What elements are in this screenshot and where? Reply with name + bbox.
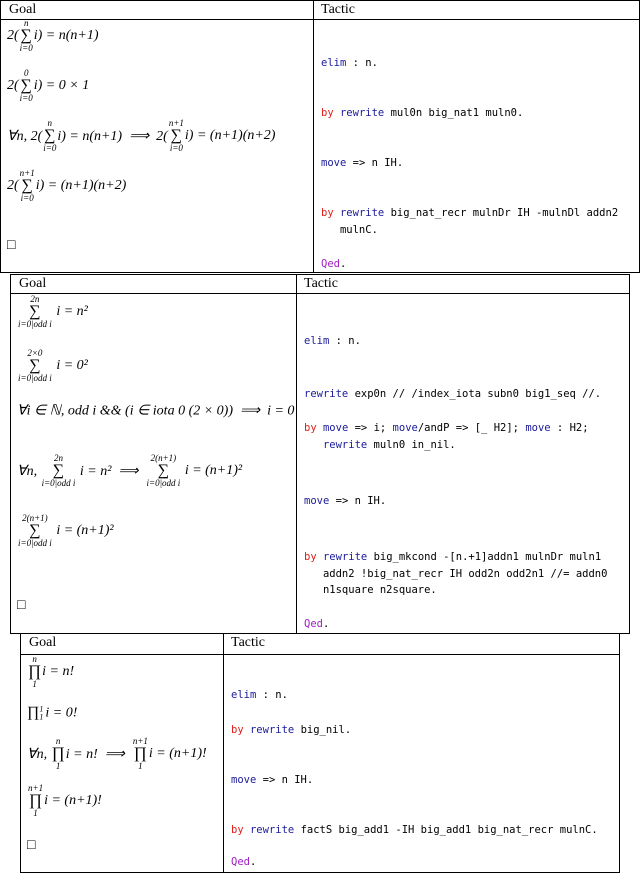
sum-operator <box>169 119 184 153</box>
formula-text: □ <box>27 838 36 853</box>
tactic-argument: exp0n // /index_iota subn0 big1_seq //. <box>348 388 602 400</box>
goal-formula <box>17 295 88 329</box>
operator-symbol: ∏ <box>28 663 42 680</box>
goal-formula <box>27 784 102 818</box>
tactic-argument: big_nat_recr mulnDr IH -mulnDl addn2 <box>384 207 619 219</box>
goal-formula <box>17 349 88 383</box>
goal-column-header: Goal <box>9 2 37 17</box>
table-header-row <box>1 1 639 20</box>
tactic-line <box>304 495 386 507</box>
sum-operator <box>18 349 52 383</box>
formula-text: i = n² <box>52 304 88 319</box>
operator-symbol: ∏ <box>27 704 40 721</box>
tactic-line <box>321 157 403 169</box>
lower-bound: i=0 <box>169 143 183 153</box>
upper-bound: n <box>47 118 53 128</box>
operator-symbol: ∑ <box>29 303 41 320</box>
goal-formula <box>7 69 89 103</box>
tactic-argument: . <box>249 856 257 868</box>
upper-bound: n <box>32 654 37 664</box>
goal-formula <box>7 169 126 203</box>
goal-formula <box>27 838 35 854</box>
tactic-keyword: rewrite <box>249 724 295 736</box>
tactic-line <box>321 57 378 69</box>
tactic-keyword: elim <box>321 57 347 69</box>
upper-bound: 2(n+1) <box>22 513 48 523</box>
proof-table <box>0 0 640 273</box>
lower-bound: i=0|odd i <box>41 478 76 488</box>
product-operator <box>28 655 41 689</box>
tactic-keyword: move <box>525 422 551 434</box>
operator-symbol: ∑ <box>157 462 170 479</box>
formula-text: i = n² ⟹ <box>76 463 146 479</box>
formula-text: i) = 0 × 1 <box>33 78 90 93</box>
sum-operator <box>43 119 56 153</box>
tactic-argument: addn2 !big_nat_recr IH odd2n odd2n1 //= addn0 <box>304 567 608 580</box>
lower-bound: i=0|odd i <box>146 478 181 488</box>
goal-formula <box>7 238 15 254</box>
operator-symbol: ∑ <box>20 27 32 44</box>
tactic-argument: => n IH. <box>329 495 387 507</box>
formula-text: i = n! <box>42 664 75 679</box>
tactic-keyword: rewrite <box>304 388 349 400</box>
operator-symbol: ∏ <box>28 792 43 809</box>
tactic-argument: muln0 in_nil. <box>367 438 456 451</box>
tactic-argument: => n IH. <box>346 157 404 169</box>
tactic-argument <box>304 439 323 451</box>
goal-formula <box>17 514 114 548</box>
tactic-argument: mulnC. <box>321 223 378 236</box>
lower-bound: i=0|odd i <box>18 373 52 383</box>
tactic-argument: factS big_add1 -IH big_add1 big_nat_recr mulnC. <box>294 824 598 836</box>
tactic-line <box>304 551 601 563</box>
tactic-keyword: by <box>321 107 334 119</box>
lower-bound: 1 <box>138 761 143 771</box>
lower-bound: 1 <box>39 712 44 721</box>
lower-bound: i=0 <box>20 193 34 203</box>
tactic-keyword: elim <box>304 335 330 347</box>
table-header-row <box>21 634 619 655</box>
formula-text: i = (n+1)! <box>148 746 207 761</box>
tactic-argument: n1square n2square. <box>304 584 437 596</box>
tactic-line <box>304 618 329 630</box>
tactic-keyword: elim <box>231 689 257 701</box>
column-divider <box>223 634 224 872</box>
operator-symbol: ∑ <box>20 77 32 94</box>
upper-bound: n+1 <box>168 118 184 128</box>
tactic-line <box>231 824 598 836</box>
formula-text: □ <box>17 598 26 613</box>
upper-bound: n <box>23 18 29 28</box>
goal-formula <box>27 655 74 689</box>
operator-symbol: ∑ <box>44 127 56 144</box>
tactic-keyword: by <box>304 551 317 563</box>
goal-formula <box>7 19 99 53</box>
operator-symbol: ∏ <box>51 745 65 762</box>
tactic-column-header: Tactic <box>231 635 265 650</box>
lower-bound: 1 <box>55 761 61 771</box>
column-divider <box>296 275 297 633</box>
tactic-keyword: rewrite <box>322 551 368 563</box>
formula-text: ∀n, 2( <box>7 128 43 144</box>
upper-bound: 2n <box>53 453 63 463</box>
tactic-argument: : n. <box>329 335 361 347</box>
tactic-line <box>304 568 607 580</box>
column-divider <box>313 1 314 272</box>
formula-text: ∀i ∈ ℕ, odd i && (i ∈ iota 0 (2 × 0)) ⟹ i = 0 <box>17 403 295 419</box>
formula-text: □ <box>7 238 16 253</box>
formula-text: ∀n, <box>27 746 51 762</box>
formula-text: 2( <box>7 178 19 193</box>
sum-operator <box>20 19 33 53</box>
tactic-argument: . <box>339 258 347 270</box>
sum-operator <box>18 295 52 329</box>
tactic-line <box>304 422 589 434</box>
tactic-argument: mul0n big_nat1 muln0. <box>384 107 524 119</box>
upper-bound: n+1 <box>28 783 44 793</box>
operator-symbol: ∑ <box>52 462 65 479</box>
sum-operator <box>42 454 76 488</box>
tactic-argument: /andP => [_ H2]; <box>417 422 526 434</box>
lower-bound: i=0|odd i <box>18 319 52 329</box>
goal-formula <box>7 119 275 153</box>
lower-bound: i=0 <box>19 43 33 53</box>
tactic-keyword: by <box>231 824 244 836</box>
formula-text: ∀n, <box>17 463 41 479</box>
tactic-argument: big_nil. <box>294 724 352 736</box>
product-operator <box>52 737 65 771</box>
tactic-keyword: rewrite <box>339 207 385 219</box>
lower-bound: 1 <box>33 808 38 818</box>
formula-text: i = (n+1)² <box>52 523 114 538</box>
tactic-keyword: Qed <box>231 856 250 868</box>
tactic-line <box>321 107 523 119</box>
bounds <box>39 705 43 721</box>
tactic-keyword: move <box>321 157 347 169</box>
upper-bound: 0 <box>23 68 29 78</box>
goal-formula <box>17 454 242 488</box>
tactic-argument: => n IH. <box>256 774 314 786</box>
tactic-keyword: move <box>231 774 257 786</box>
tactic-line <box>321 258 346 270</box>
lower-bound: 1 <box>32 679 37 689</box>
tactic-argument: => i; <box>348 422 393 434</box>
formula-text: i = 0² <box>52 358 88 373</box>
operator-symbol: ∑ <box>21 177 33 194</box>
formula-text: i = 0! <box>45 705 78 720</box>
tactic-keyword: move <box>322 422 349 434</box>
product-operator <box>133 737 148 771</box>
tactic-line <box>321 207 618 219</box>
operator-symbol: ∑ <box>170 127 183 144</box>
formula-text: 2( <box>7 78 19 93</box>
tactic-keyword: move <box>304 495 330 507</box>
tactic-line <box>304 439 456 451</box>
formula-text: i) = (n+1)(n+2) <box>184 128 276 143</box>
tactic-keyword: rewrite <box>339 107 385 119</box>
formula-text: i = n! ⟹ <box>65 746 132 762</box>
sum-operator <box>20 169 35 203</box>
goal-formula <box>27 737 207 771</box>
lower-bound: i=0 <box>43 143 57 153</box>
tactic-line <box>231 774 313 786</box>
tactic-keyword: by <box>304 422 317 434</box>
tactic-keyword: rewrite <box>322 438 368 451</box>
tactic-argument: : H2; <box>550 422 589 434</box>
proof-table <box>20 633 620 873</box>
sum-operator <box>18 514 52 548</box>
goal-column-header: Goal <box>19 276 47 291</box>
formula-text: 2( <box>7 28 19 43</box>
operator-symbol: ∑ <box>29 357 41 374</box>
upper-bound: n+1 <box>19 168 35 178</box>
sum-operator <box>147 454 181 488</box>
upper-bound: 2n <box>30 294 40 304</box>
tactic-argument: . <box>322 618 330 630</box>
goal-formula <box>17 598 25 614</box>
upper-bound: n <box>55 736 61 746</box>
operator-symbol: ∏ <box>133 745 147 762</box>
operator-symbol: ∑ <box>29 522 41 539</box>
tactic-line <box>304 388 601 400</box>
tactic-argument: big_mkcond -[n.+1]addn1 mulnDr muln1 <box>367 551 602 563</box>
upper-bound: 2(n+1) <box>150 453 177 463</box>
tactic-line <box>321 224 378 236</box>
upper-bound: 1 <box>39 704 44 713</box>
tactic-keyword: move <box>392 422 418 434</box>
formula-text: i) = n(n+1) <box>33 28 99 43</box>
tactic-line <box>231 856 256 868</box>
tactic-keyword: by <box>321 207 334 219</box>
tactic-line <box>231 689 288 701</box>
formula-text: i = (n+1)² <box>181 463 243 478</box>
upper-bound: 2×0 <box>27 348 43 358</box>
tactic-keyword: rewrite <box>249 824 295 836</box>
upper-bound: n+1 <box>132 736 148 746</box>
tactic-line <box>304 584 437 596</box>
tactic-keyword: Qed <box>321 258 340 270</box>
tactic-line <box>231 724 351 736</box>
tactic-argument: : n. <box>346 57 378 69</box>
goal-formula <box>27 705 77 722</box>
formula-text: i = (n+1)! <box>44 793 102 808</box>
formula-text: i) = (n+1)(n+2) <box>35 178 127 193</box>
goal-formula <box>17 403 294 420</box>
lower-bound: i=0|odd i <box>18 538 52 548</box>
formula-text: i) = n(n+1) ⟹ 2( <box>57 128 168 144</box>
tactic-keyword: by <box>231 724 244 736</box>
sum-operator <box>20 69 33 103</box>
product-operator <box>27 705 45 722</box>
goal-column-header: Goal <box>29 635 57 650</box>
tactic-keyword: Qed <box>304 618 323 630</box>
lower-bound: i=0 <box>19 93 33 103</box>
proof-table <box>10 274 630 634</box>
tactic-line <box>304 335 361 347</box>
tactic-argument: : n. <box>256 689 288 701</box>
tactic-column-header: Tactic <box>304 276 338 291</box>
product-operator <box>28 784 43 818</box>
tactic-column-header: Tactic <box>321 2 355 17</box>
